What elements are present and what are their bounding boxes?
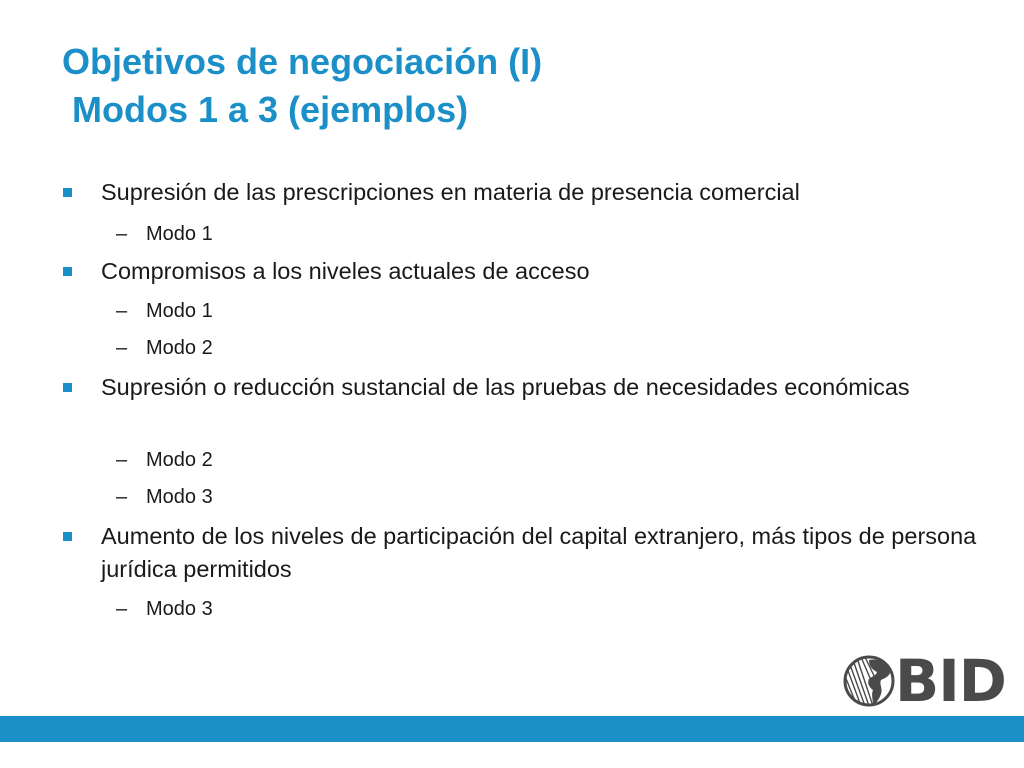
- title-line-1: Objetivos de negociación (I): [62, 41, 543, 82]
- bullet-text: Supresión de las prescripciones en materia de presencia comercial: [101, 179, 800, 205]
- square-bullet-icon: [63, 383, 72, 392]
- sub-bullet-text: Modo 3: [146, 486, 213, 508]
- bullet-text: Aumento de los niveles de participación del capital extranjero, más tipos de persona jurídica permitidos: [101, 523, 977, 582]
- dash-bullet-icon: –: [116, 449, 128, 471]
- dash-bullet-icon: –: [116, 486, 128, 508]
- bullet-text: Compromisos a los niveles actuales de acceso: [101, 258, 590, 284]
- square-bullet-icon: [63, 532, 72, 541]
- sub-bullet-text: Modo 2: [146, 449, 213, 471]
- dash-bullet-icon: –: [116, 223, 128, 245]
- bid-logo: [843, 647, 1006, 715]
- logo-text: BID: [895, 647, 1006, 715]
- sub-bullet-text: Modo 2: [146, 337, 213, 359]
- slide-title: [62, 38, 962, 134]
- bullet-text: Supresión o reducción sustancial de las pruebas de necesidades económicas: [101, 374, 910, 400]
- square-bullet-icon: [63, 267, 72, 276]
- sub-bullet-text: Modo 1: [146, 300, 213, 322]
- globe-icon: [843, 652, 895, 710]
- square-bullet-icon: [63, 188, 72, 197]
- dash-bullet-icon: –: [116, 337, 128, 359]
- sub-bullet-text: Modo 1: [146, 223, 213, 245]
- title-line-2: Modos 1 a 3 (ejemplos): [62, 89, 469, 130]
- dash-bullet-icon: –: [116, 300, 128, 322]
- footer-bar: [0, 716, 1024, 742]
- sub-bullet-text: Modo 3: [146, 598, 213, 620]
- dash-bullet-icon: –: [116, 598, 128, 620]
